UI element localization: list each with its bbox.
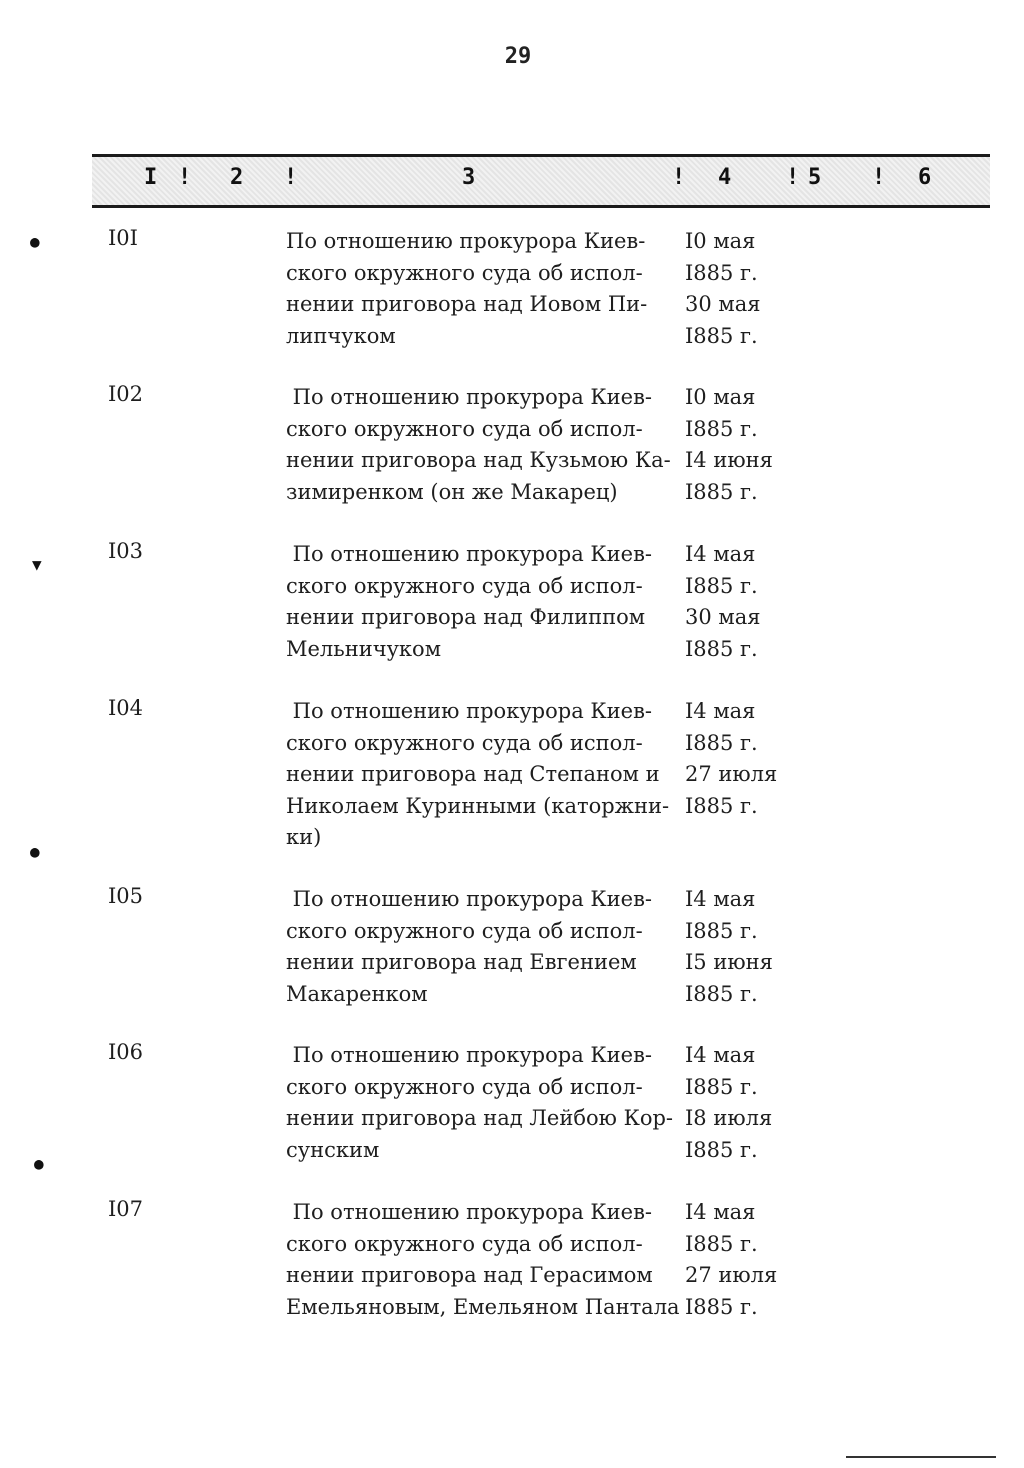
record-description: По отношению прокурора Киев- ского окружного суда об испол- нении приговора над Герасимом Емельяновым, Емельяном Пантала — [286, 1200, 680, 1319]
punch-hole-mark: ▼ — [32, 555, 42, 574]
column-header-5: 5 — [808, 165, 822, 190]
record-dates: I0 мая I885 г. 30 мая I885 г. — [685, 229, 761, 348]
record-number: I0I — [108, 226, 138, 250]
page-number: 29 — [504, 44, 532, 69]
column-separator: ! — [284, 165, 298, 190]
column-separator: ! — [872, 165, 886, 190]
record-dates: I4 мая I885 г. 27 июля I885 г. — [685, 1200, 778, 1319]
record-dates: I4 мая I885 г. 27 июля I885 г. — [685, 699, 778, 818]
record-description: По отношению прокурора Киев- ского окружного суда об испол- нении приговора над Филиппом Мельничуком — [286, 542, 652, 661]
record-dates: I4 мая I885 г. I5 июня I885 г. — [685, 887, 773, 1006]
column-separator: ! — [672, 165, 686, 190]
column-header-3: 3 — [462, 165, 476, 190]
punch-hole-mark: ● — [30, 232, 40, 251]
record-number: I05 — [108, 884, 144, 908]
record-number: I06 — [108, 1040, 144, 1064]
record-dates: I4 мая I885 г. I8 июля I885 г. — [685, 1043, 773, 1162]
record-description: По отношению прокурора Киев- ского окружного суда об испол- нении приговора над Кузьмою Ка- зимиренком (он же Макарец) — [286, 385, 671, 504]
record-number: I03 — [108, 539, 144, 563]
record-description: По отношению прокурора Киев- ского окружного суда об испол- нении приговора над Иовом Пи- липчуком — [286, 229, 648, 348]
column-header-1: I — [144, 165, 158, 190]
record-dates: I0 мая I885 г. I4 июня I885 г. — [685, 385, 773, 504]
column-separator: ! — [786, 165, 800, 190]
record-description: По отношению прокурора Киев- ского окружного суда об испол- нении приговора над Лейбою Кор- сунским — [286, 1043, 674, 1162]
record-number: I07 — [108, 1197, 144, 1221]
record-dates: I4 мая I885 г. 30 мая I885 г. — [685, 542, 761, 661]
footer-rule — [846, 1456, 996, 1458]
column-header-6: 6 — [918, 165, 932, 190]
record-number: I04 — [108, 696, 144, 720]
record-number: I02 — [108, 382, 144, 406]
table-header — [92, 154, 990, 208]
column-separator: ! — [178, 165, 192, 190]
column-header-4: 4 — [718, 165, 732, 190]
record-description: По отношению прокурора Киев- ского окружного суда об испол- нении приговора над Степаном и Николаем Куринными (каторжни- ки) — [286, 699, 670, 849]
punch-hole-mark: ● — [34, 1154, 44, 1173]
record-description: По отношению прокурора Киев- ского окружного суда об испол- нении приговора над Евгением Макаренком — [286, 887, 652, 1006]
punch-hole-mark: ● — [30, 842, 40, 861]
column-header-2: 2 — [230, 165, 244, 190]
